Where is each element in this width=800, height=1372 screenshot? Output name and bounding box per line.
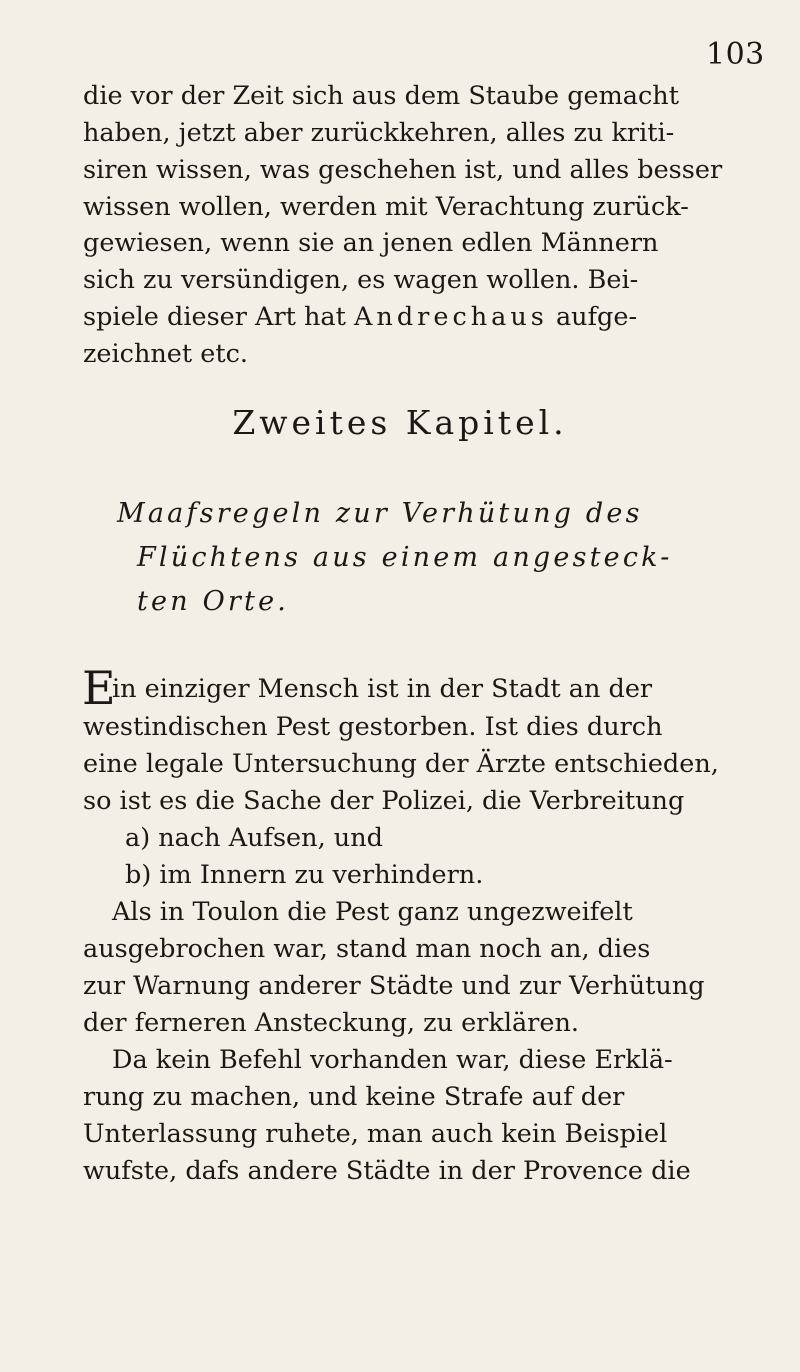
text-line: wufste, dafs andere Städte in der Provence die [83,1156,691,1186]
text-line: haben, jetzt aber zurückkehren, alles zu kriti- [83,118,675,148]
text-line: rung zu machen, und keine Strafe auf der [83,1082,625,1112]
text-line: der ferneren Ansteckung, zu erklären. [83,1008,579,1038]
text-segment: aufge- [555,302,638,332]
text-line [83,302,638,332]
text-line: zeichnet etc. [83,339,248,369]
chapter-subtitle-line: ten Orte. [137,586,290,617]
text-line: Unterlassung ruhete, man auch kein Beispiel [83,1119,668,1149]
text-line: ausgebrochen war, stand man noch an, dies [83,934,651,964]
text-line: zur Warnung anderer Städte und zur Verhütung [83,971,705,1001]
list-item: b) im Innern zu verhindern. [125,860,484,890]
text-line: westindischen Pest gestorben. Ist dies durch [83,712,663,742]
text-segment: spiele dieser Art hat [83,302,346,332]
text-line: eine legale Untersuchung der Ärzte entschieden, [83,749,719,779]
text-line: die vor der Zeit sich aus dem Staube gemacht [83,81,679,111]
text-line: in einziger Mensch ist in der Stadt an der [112,674,653,704]
chapter-heading: Zweites Kapitel. [232,403,568,442]
chapter-subtitle-line: Flüchtens aus einem angesteck- [137,542,673,573]
page-number: 103 [706,37,765,72]
text-line: gewiesen, wenn sie an jenen edlen Männern [83,228,659,258]
text-line: wissen wollen, werden mit Verachtung zurück- [83,192,689,222]
text-line: Als in Toulon die Pest ganz ungezweifelt [112,897,633,927]
text-line: siren wissen, was geschehen ist, und alles besser [83,155,723,185]
text-line: Da kein Befehl vorhanden war, diese Erklä- [112,1045,673,1075]
spaced-name: Andrechaus [354,302,548,332]
text-line: sich zu versündigen, es wagen wollen. Bei- [83,265,639,295]
text-line: so ist es die Sache der Polizei, die Verbreitung [83,786,685,816]
list-item: a) nach Aufsen, und [125,823,383,853]
chapter-subtitle-line: Maafsregeln zur Verhütung des [117,498,643,529]
drop-cap: E [82,661,116,715]
